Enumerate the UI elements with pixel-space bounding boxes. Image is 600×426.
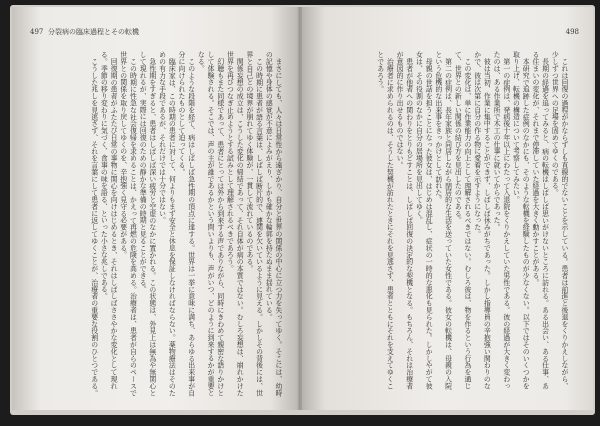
paragraph: 幻聴もまた同様であって、患者にとっては外から到来する声でありながら、同時にきわめて親密な語りかけとして体験される。そこでは、声の主が誰であるかという問いよりも、声がいつ、どのように到来するかが重要となる。 xyxy=(196,51,224,396)
paragraph: この時期に性急な社会復帰を求めることは、かえって再燃の危険を高める。治療者は、患者が自らのペースで世界との関係を取り戻してゆくのを、辛抱強く見守る必要がある。 xyxy=(118,51,137,396)
paragraph: この変化は、単に作業能力の向上として理解されるべきではない。むしろ彼は、物を作るという行為を通じて、世界との新しい関係の結び方を見出したのである。 xyxy=(453,51,471,390)
paragraph: 彼は当初、作業に集中することができず、しばしば休みがちであった。しかし指導員の辛抱強い関わりのなかで、彼は次第に自分の作る物に愛着を示すようになった。 xyxy=(472,51,491,390)
paragraph: まさにしても、人々は日常性から遠ざかり、自分と世界の関係の中心に立つ力を失ってゆく。そこには、幼時の記憶や身体の感覚が不意によみがえり、しかも確かな輪郭を持たぬまま揺れている。 xyxy=(264,51,282,396)
paragraph: 第一の症例は、発病後十年以上にわたって入退院をくりかえしていた男性である。彼の経過が大きく変わったのは、ある作業所で木工の仕事に就いてからであった。 xyxy=(492,51,510,390)
paragraph: 急性期をすぎると、患者はしばしば深い疲労と空虚のなかに置かれる。この状態は、外見上は無為や無関心として現れるが、実際には回復のための静かな準備の時期と見ることができる。 xyxy=(138,51,156,396)
paragraph: 回復期の患者がふたたび日常の事物に関心を向けはじめるとき、それはしばしばささやかな変化として現れる。季節の移り変わりに気づく、食事の味を語る、といった小さな兆しである。 xyxy=(99,51,118,390)
paragraph: これは回復の過程がかならずしも直線的でないことを示している。患者は前進と後退をくりかえしながら、少しずつ世界への足場を固めてゆくのである。 xyxy=(550,51,568,390)
paragraph: 母親の世話を担うことになった彼女は、はじめは混乱し、症状の一時的な悪化も見られた。しかしやがて彼女は、その役割のなかに自分の居場所を見出してゆく。 xyxy=(414,51,433,390)
paragraph: こうした兆しを見逃さず、それを言葉にして患者に返してゆくことが、治療者の重要な役割のひとつである。 xyxy=(89,57,98,396)
left-page xyxy=(12,7,300,410)
paragraph: このような段階を経て、病はしばしば急性期の頂点に達する。世界は一挙に意味に満ち、あらゆる出来事が自分に向けられたものとして迫ってくる。 xyxy=(176,51,195,396)
left-folio: 497 xyxy=(30,28,44,36)
paragraph: 臨床家は、この時期の患者に対して、何よりもまず安全と休息を保証しなければならない。薬物療法はそのための有力な手段であるが、それだけでは十分ではない。 xyxy=(157,51,176,396)
paragraph: 患者が他者への関わりをとりもどすことは、しばしば回復の決定的な契機となる。もちろん、それは治療者が意図的に作り出せるものではない。 xyxy=(395,51,413,390)
paragraph: 本研究で追跡した症例のなかにも、そのような転機を経験したものが少なくない。以下ではそのいくつかを取り上げ、転機の構造について考察してみたい。 xyxy=(511,51,530,390)
right-body-text xyxy=(330,51,568,391)
right-folio: 498 xyxy=(565,28,579,36)
right-page xyxy=(302,7,593,410)
running-head: 分裂病の臨床過程とその転機 xyxy=(48,28,139,36)
paragraph: 治療者に求められるのは、そうした契機が訪れたときにそれを見逃さず、患者とともにそれを支えてゆくことであろう。 xyxy=(375,51,394,390)
paragraph: 第二の症例は、長年家族と同居しながら閉居的な生活を送っていた女性である。彼女の転機は、母親の入院という危機的な出来事をきっかけとして訪れた。 xyxy=(433,51,452,390)
paragraph: 関係妄想の成立は、こうした変化の帰結であって、それ自体が病の本質ではない。むしろ妄想は、崩れかけた世界を再びつなぎ止めようとする試みとして理解されるべきであろう。 xyxy=(225,51,244,396)
left-body-text xyxy=(36,51,282,401)
paragraph: 長期の経過を追ってみると、病の転機はしばしば思いがけないところに訪れる。ある出会い、ある仕事、ある住まいの変化が、それまで停滞していた経過を大きく動かすことがある。 xyxy=(530,51,549,390)
open-book-spread xyxy=(10,5,595,415)
paragraph: この時期に患者が語る言葉は、しばしば断片的で、連関を欠いているように見える。しかしその背後には、世界と自己との境界が崩れてゆく体験が、一貫して流れているのである。 xyxy=(244,51,263,396)
